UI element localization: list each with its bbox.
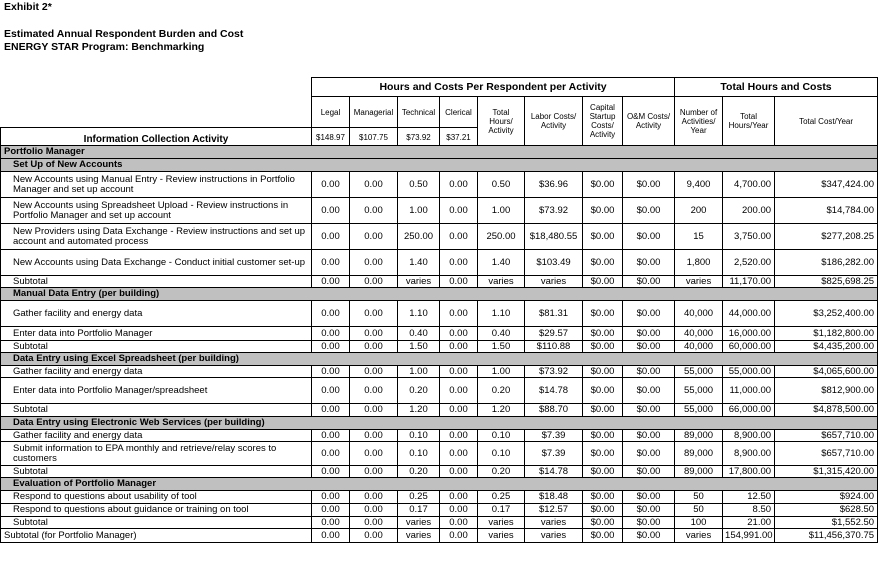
cell-value: 154,991.00 (723, 529, 775, 543)
cell-value: $0.00 (623, 301, 675, 327)
cell-value: $0.00 (583, 198, 623, 224)
cell-value: 40,000 (675, 301, 723, 327)
cell-value: $186,282.00 (775, 250, 878, 276)
cell-value: 50 (675, 504, 723, 517)
cell-value: $36.96 (525, 172, 583, 198)
header-total-cost-year: Total Cost/Year (775, 97, 878, 146)
cell-value: 0.00 (440, 172, 478, 198)
activity-label: Subtotal (for Portfolio Manager) (1, 529, 312, 543)
cell-value: $0.00 (583, 404, 623, 417)
cell-value: 0.00 (440, 366, 478, 378)
cell-value: 1.10 (398, 301, 440, 327)
cell-value: $657,710.00 (775, 442, 878, 466)
cell-value: 8,900.00 (723, 430, 775, 442)
table-row (1, 404, 878, 417)
cell-value: 0.00 (440, 224, 478, 250)
cell-value: 2,520.00 (723, 250, 775, 276)
cell-value: 0.00 (350, 466, 398, 478)
cell-value: $0.00 (623, 224, 675, 250)
cell-value: $110.88 (525, 341, 583, 353)
cell-value: 11,170.00 (723, 276, 775, 288)
header-capital-costs: Capital Startup Costs/ Activity (583, 97, 623, 146)
cell-value: 1.40 (398, 250, 440, 276)
cell-value: $0.00 (583, 529, 623, 543)
cell-value: $0.00 (583, 341, 623, 353)
rate-managerial: $107.75 (350, 128, 398, 146)
cell-value: 0.00 (440, 442, 478, 466)
cell-value: 0.00 (440, 327, 478, 341)
cell-value: 0.00 (440, 529, 478, 543)
cell-value: $0.00 (623, 378, 675, 404)
cell-value: $0.00 (623, 517, 675, 529)
table-row (1, 301, 878, 327)
cell-value: $0.00 (623, 366, 675, 378)
cell-value: 0.10 (478, 430, 525, 442)
cell-value: 9,400 (675, 172, 723, 198)
cell-value: $0.00 (583, 517, 623, 529)
cell-value: $14.78 (525, 466, 583, 478)
cell-value: varies (398, 529, 440, 543)
section-label: Evaluation of Portfolio Manager (1, 478, 878, 491)
cell-value: $0.00 (623, 341, 675, 353)
cell-value: 11,000.00 (723, 378, 775, 404)
cell-value: $0.00 (583, 442, 623, 466)
cell-value: 44,000.00 (723, 301, 775, 327)
activity-label: Respond to questions about usability of tool (1, 491, 312, 504)
cell-value: 55,000 (675, 378, 723, 404)
cell-value: $73.92 (525, 366, 583, 378)
cell-value: 55,000 (675, 366, 723, 378)
table-row (1, 442, 878, 466)
total-row (1, 529, 878, 543)
cell-value: 0.00 (312, 491, 350, 504)
cell-value: 0.00 (350, 327, 398, 341)
cell-value: $0.00 (583, 504, 623, 517)
cell-value: 0.00 (350, 250, 398, 276)
cell-value: 0.20 (398, 378, 440, 404)
cell-value: 0.10 (398, 442, 440, 466)
section-row (1, 353, 878, 366)
table-row (1, 341, 878, 353)
cell-value: 17,800.00 (723, 466, 775, 478)
cell-value: 0.00 (312, 341, 350, 353)
header-om-costs: O&M Costs/ Activity (623, 97, 675, 146)
cell-value: $628.50 (775, 504, 878, 517)
cell-value: $0.00 (583, 224, 623, 250)
activity-label: Subtotal (1, 341, 312, 353)
cell-value: 0.00 (440, 341, 478, 353)
cell-value: 1,800 (675, 250, 723, 276)
rate-technical: $73.92 (398, 128, 440, 146)
cell-value: 1.00 (478, 366, 525, 378)
cell-value: 0.00 (440, 378, 478, 404)
cell-value: 0.00 (312, 327, 350, 341)
cell-value: $11,456,370.75 (775, 529, 878, 543)
cell-value: 0.00 (312, 517, 350, 529)
cell-value: 0.10 (398, 430, 440, 442)
cell-value: 0.00 (350, 517, 398, 529)
cell-value: 40,000 (675, 327, 723, 341)
cell-value: $103.49 (525, 250, 583, 276)
cell-value: 0.00 (440, 466, 478, 478)
cell-value: 1.00 (478, 198, 525, 224)
rate-legal: $148.97 (312, 128, 350, 146)
section-label: Portfolio Manager (1, 146, 878, 159)
cell-value: 0.00 (312, 378, 350, 404)
cell-value: 200.00 (723, 198, 775, 224)
header-total-hours-year: Total Hours/Year (723, 97, 775, 146)
cell-value: 0.25 (478, 491, 525, 504)
table-row (1, 276, 878, 288)
cell-value: 0.00 (312, 442, 350, 466)
cell-value: 100 (675, 517, 723, 529)
cell-value: $0.00 (583, 301, 623, 327)
cell-value: 60,000.00 (723, 341, 775, 353)
cell-value: 0.00 (312, 172, 350, 198)
activity-label: Gather facility and energy data (1, 301, 312, 327)
cell-value: $0.00 (623, 430, 675, 442)
cell-value: varies (525, 276, 583, 288)
cell-value: $0.00 (583, 366, 623, 378)
header-hours-costs-per-respondent: Hours and Costs Per Respondent per Activity (312, 78, 675, 97)
cell-value: $18,480.55 (525, 224, 583, 250)
cell-value: 0.00 (350, 301, 398, 327)
cell-value: varies (478, 276, 525, 288)
cell-value: 0.00 (312, 224, 350, 250)
cell-value: $924.00 (775, 491, 878, 504)
cell-value: 15 (675, 224, 723, 250)
table-row (1, 366, 878, 378)
exhibit-number: Exhibit 2* (4, 1, 52, 13)
cell-value: $657,710.00 (775, 430, 878, 442)
table-row (1, 250, 878, 276)
activity-label: New Providers using Data Exchange - Review instructions and set up account and automated process (1, 224, 312, 250)
activity-label: Enter data into Portfolio Manager (1, 327, 312, 341)
activity-label: Subtotal (1, 517, 312, 529)
cell-value: varies (478, 517, 525, 529)
cell-value: $14.78 (525, 378, 583, 404)
cell-value: $0.00 (623, 404, 675, 417)
cell-value: 89,000 (675, 466, 723, 478)
section-row (1, 159, 878, 172)
cell-value: $0.00 (623, 172, 675, 198)
cell-value: 200 (675, 198, 723, 224)
cell-value: 0.00 (440, 430, 478, 442)
cell-value: 0.00 (350, 442, 398, 466)
cell-value: 0.00 (350, 341, 398, 353)
cell-value: varies (525, 529, 583, 543)
header-managerial: Managerial (350, 97, 398, 128)
activity-label: Submit information to EPA monthly and retrieve/relay scores to customers (1, 442, 312, 466)
cell-value: $0.00 (623, 466, 675, 478)
table-row (1, 224, 878, 250)
cell-value: 89,000 (675, 442, 723, 466)
activity-label: Subtotal (1, 404, 312, 417)
cell-value: 0.50 (398, 172, 440, 198)
cell-value: 0.00 (350, 404, 398, 417)
table-body (1, 146, 878, 543)
cell-value: 250.00 (478, 224, 525, 250)
cell-value: 0.00 (350, 504, 398, 517)
cell-value: 0.00 (440, 250, 478, 276)
activity-label: New Accounts using Data Exchange - Conduct initial customer set-up (1, 250, 312, 276)
cell-value: 0.00 (312, 529, 350, 543)
cell-value: $12.57 (525, 504, 583, 517)
cell-value: 8.50 (723, 504, 775, 517)
cell-value: $18.48 (525, 491, 583, 504)
header-legal: Legal (312, 97, 350, 128)
page-subtitle: ENERGY STAR Program: Benchmarking (4, 41, 205, 53)
cell-value: $73.92 (525, 198, 583, 224)
cell-value: 0.00 (350, 224, 398, 250)
cell-value: $1,182,800.00 (775, 327, 878, 341)
cell-value: varies (675, 276, 723, 288)
activity-label: Respond to questions about guidance or training on tool (1, 504, 312, 517)
activity-label: Gather facility and energy data (1, 430, 312, 442)
cell-value: 0.00 (440, 517, 478, 529)
cell-value: 12.50 (723, 491, 775, 504)
cell-value: 0.00 (312, 430, 350, 442)
cell-value: $7.39 (525, 430, 583, 442)
section-label: Set Up of New Accounts (1, 159, 878, 172)
cell-value: 0.25 (398, 491, 440, 504)
cell-value: 89,000 (675, 430, 723, 442)
header-labor-costs: Labor Costs/ Activity (525, 97, 583, 146)
cell-value: 66,000.00 (723, 404, 775, 417)
header-number-activities: Number of Activities/ Year (675, 97, 723, 146)
cell-value: varies (398, 517, 440, 529)
cell-value: 0.20 (478, 378, 525, 404)
cell-value: 0.20 (398, 466, 440, 478)
cell-value: 1.00 (398, 366, 440, 378)
cell-value: varies (398, 276, 440, 288)
cell-value: 0.00 (312, 301, 350, 327)
table-row (1, 504, 878, 517)
header-technical: Technical (398, 97, 440, 128)
cell-value: $0.00 (583, 327, 623, 341)
cell-value: $0.00 (583, 276, 623, 288)
activity-label: New Accounts using Manual Entry - Review instructions in Portfolio Manager and set up account (1, 172, 312, 198)
table-row (1, 172, 878, 198)
cell-value: $0.00 (583, 491, 623, 504)
category-row (1, 146, 878, 159)
activity-label: Gather facility and energy data (1, 366, 312, 378)
cell-value: 1.50 (398, 341, 440, 353)
cell-value: 0.00 (312, 366, 350, 378)
cell-value: 1.20 (398, 404, 440, 417)
activity-label: Enter data into Portfolio Manager/spreadsheet (1, 378, 312, 404)
cell-value: 0.17 (398, 504, 440, 517)
cell-value: $0.00 (623, 529, 675, 543)
section-row (1, 288, 878, 301)
cell-value: 0.00 (312, 276, 350, 288)
table-row (1, 327, 878, 341)
cell-value: 21.00 (723, 517, 775, 529)
cell-value: $0.00 (583, 378, 623, 404)
header-clerical: Clerical (440, 97, 478, 128)
cell-value: 8,900.00 (723, 442, 775, 466)
cell-value: $0.00 (623, 442, 675, 466)
cell-value: $7.39 (525, 442, 583, 466)
cell-value: 0.00 (350, 276, 398, 288)
header-total-hours-costs: Total Hours and Costs (675, 78, 878, 97)
cell-value: varies (675, 529, 723, 543)
section-label: Manual Data Entry (per building) (1, 288, 878, 301)
cell-value: 40,000 (675, 341, 723, 353)
table-row (1, 491, 878, 504)
cell-value: $4,878,500.00 (775, 404, 878, 417)
cell-value: 0.40 (478, 327, 525, 341)
cell-value: $3,252,400.00 (775, 301, 878, 327)
cell-value: $4,065,600.00 (775, 366, 878, 378)
cell-value: 0.00 (350, 198, 398, 224)
cell-value: 0.00 (440, 276, 478, 288)
cell-value: 1.20 (478, 404, 525, 417)
cell-value: $0.00 (623, 491, 675, 504)
activity-label: Subtotal (1, 466, 312, 478)
rate-clerical: $37.21 (440, 128, 478, 146)
cell-value: 55,000.00 (723, 366, 775, 378)
cell-value: $0.00 (623, 327, 675, 341)
cell-value: $0.00 (623, 250, 675, 276)
cell-value: 0.00 (350, 430, 398, 442)
cell-value: 0.00 (440, 198, 478, 224)
cell-value: $88.70 (525, 404, 583, 417)
cell-value: 0.00 (350, 529, 398, 543)
cell-value: 1.10 (478, 301, 525, 327)
cell-value: varies (525, 517, 583, 529)
cell-value: 0.00 (350, 366, 398, 378)
cell-value: $0.00 (583, 250, 623, 276)
table-row (1, 466, 878, 478)
cell-value: $0.00 (583, 430, 623, 442)
cell-value: 0.00 (312, 250, 350, 276)
section-row (1, 417, 878, 430)
cell-value: $0.00 (583, 466, 623, 478)
cell-value: $0.00 (583, 172, 623, 198)
cell-value: $1,552.50 (775, 517, 878, 529)
cell-value: 3,750.00 (723, 224, 775, 250)
section-label: Data Entry using Excel Spreadsheet (per building) (1, 353, 878, 366)
cell-value: 1.00 (398, 198, 440, 224)
cell-value: 50 (675, 491, 723, 504)
cell-value: 0.00 (440, 301, 478, 327)
cell-value: $812,900.00 (775, 378, 878, 404)
cell-value: $14,784.00 (775, 198, 878, 224)
cell-value: 0.20 (478, 466, 525, 478)
cell-value: $4,435,200.00 (775, 341, 878, 353)
table-row (1, 430, 878, 442)
cell-value: 0.00 (350, 172, 398, 198)
cell-value: 4,700.00 (723, 172, 775, 198)
cell-value: 0.00 (350, 491, 398, 504)
header-total-hours-activity: Total Hours/ Activity (478, 97, 525, 146)
table-row (1, 378, 878, 404)
cell-value: 250.00 (398, 224, 440, 250)
cell-value: 0.00 (312, 198, 350, 224)
cell-value: $0.00 (623, 504, 675, 517)
cell-value: 0.00 (350, 378, 398, 404)
cell-value: $0.00 (623, 198, 675, 224)
cell-value: 16,000.00 (723, 327, 775, 341)
cell-value: 55,000 (675, 404, 723, 417)
cell-value: 0.00 (440, 404, 478, 417)
cell-value: 0.00 (312, 404, 350, 417)
cell-value: 0.50 (478, 172, 525, 198)
burden-cost-table (0, 77, 878, 543)
cell-value: $81.31 (525, 301, 583, 327)
activity-label: Subtotal (1, 276, 312, 288)
table-row (1, 198, 878, 224)
cell-value: $825,698.25 (775, 276, 878, 288)
cell-value: 0.00 (440, 504, 478, 517)
cell-value: 1.50 (478, 341, 525, 353)
cell-value: 0.00 (312, 466, 350, 478)
cell-value: $0.00 (623, 276, 675, 288)
cell-value: 0.40 (398, 327, 440, 341)
cell-value: 0.17 (478, 504, 525, 517)
section-row (1, 478, 878, 491)
cell-value: $1,315,420.00 (775, 466, 878, 478)
section-label: Data Entry using Electronic Web Services (per building) (1, 417, 878, 430)
cell-value: $347,424.00 (775, 172, 878, 198)
table-row (1, 517, 878, 529)
cell-value: 0.10 (478, 442, 525, 466)
page-title: Estimated Annual Respondent Burden and Cost (4, 28, 244, 40)
cell-value: 1.40 (478, 250, 525, 276)
header-activity: Information Collection Activity (1, 128, 312, 146)
cell-value: $29.57 (525, 327, 583, 341)
activity-label: New Accounts using Spreadsheet Upload - Review instructions in Portfolio Manager and set up account (1, 198, 312, 224)
cell-value: 0.00 (312, 504, 350, 517)
cell-value: varies (478, 529, 525, 543)
cell-value: $277,208.25 (775, 224, 878, 250)
cell-value: 0.00 (440, 491, 478, 504)
